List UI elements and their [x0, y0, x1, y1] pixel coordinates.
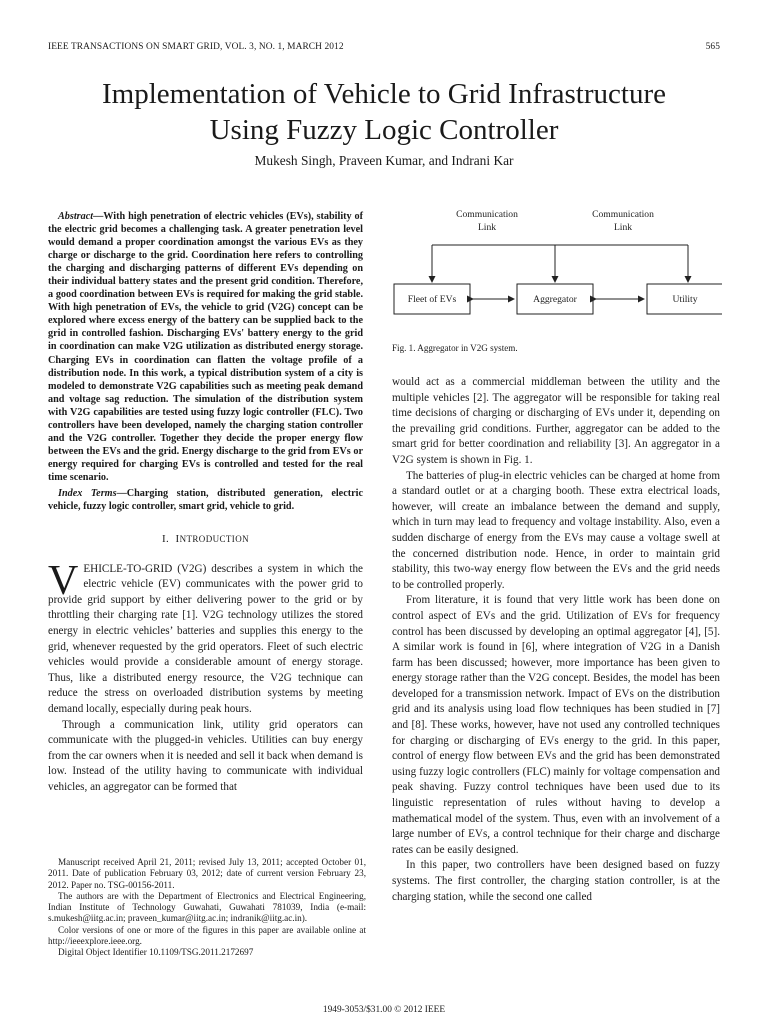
- drop-cap: V: [48, 557, 79, 604]
- abstract: [48, 210, 363, 513]
- footnote-doi: Digital Object Identifier 10.1109/TSG.2011.2172697: [58, 947, 254, 958]
- left-column: [48, 210, 363, 796]
- comm-link-left-label-1: Communication: [456, 209, 518, 220]
- abstract-lead: Abstract: [58, 211, 94, 222]
- section-heading-introduction: I. INTRODUCTION: [161, 533, 249, 546]
- intro-paragraph-1: VEHICLE-TO-GRID (V2G) describes a system in which the electric vehicle (EV) communicates with the power grid to provide grid support by either delivering power to the grid or by throttling their charging rate [1]. V2G technology utilizes the stored energy in electric vehicles’ batteries and supplies this energy to the grid, whenever requested by the grid operators. Fleet of such electric vehicles would provide a considerable amount of energy storage. Thus, like a distributed energy resource, the V2G technique can reduce the stress on overloaded distribution systems by meeting demand locally, especially during peak hours.: [48, 557, 363, 716]
- box-fleet-label: Fleet of EVs: [407, 294, 457, 305]
- figure-1-diagram: [392, 198, 722, 344]
- footnote-color: Color versions of one or more of the figures in this paper are available online at http://ieeexplore.ieee.org.: [48, 924, 366, 947]
- copyright-footer: 1949-3053/$31.00 © 2012 IEEE: [322, 1005, 446, 1015]
- author-list: Mukesh Singh, Praveen Kumar, and Indrani Kar: [254, 153, 514, 168]
- index-terms-lead: Index Terms: [58, 487, 117, 499]
- right-column: [392, 375, 720, 905]
- paper-title: [40, 76, 728, 148]
- comm-link-right-label-2: Link: [613, 222, 633, 233]
- comm-link-right-label-1: Communication: [592, 209, 654, 220]
- footnote-manuscript: Manuscript received April 21, 2011; revised July 13, 2011; accepted October 01, 2011. Date of publication February 03, 2012; date of current version February 23, 2012. Paper no. TSG-00156-2011.: [48, 857, 366, 890]
- right-paragraph-4: In this paper, two controllers have been designed based on fuzzy systems. The first controller, the charging station controller, is at the charging station, while the second one called: [392, 859, 720, 903]
- right-paragraph-1: would act as a commercial middleman between the utility and the multiple vehicles [2]. The aggregator will be responsible for taking real time decisions of charging or discharging of EVs under it, depending on the prevailing grid conditions. Further, aggregator can be added to the smart grid for better coordination and reliability [3]. An aggregator in a V2G system is shown in Fig. 1.: [392, 376, 720, 466]
- right-paragraph-2: The batteries of plug-in electric vehicles can be charged at home from a standard outlet or at a charging booth. These extra electrical loads, however, will create an imbalance between the demand and supply, which in turn may lead to frequency and voltage instability. Also, even a sudden discharge of energy from the EVs may cause a voltage swell at the concerned distribution node. Hence, in order to maintain grid stability, this two-way energy flow between the EVs and the grid needs to be controlled properly.: [392, 469, 720, 591]
- footnote-authors: The authors are with the Department of Electronics and Electrical Engineering, Indian Institute of Technology Guwahati, Guwahati 781039, India (e-mail: s.mukesh@iitg.ac.in; praveen_kumar@iitg.ac.in; indranik@iitg.ac.in).: [48, 890, 366, 924]
- intro-paragraph-2: Through a communication link, utility grid operators can communicate with the plugged-in vehicles. Utilities can buy energy from the car owners when it is needed and sell it back when demand is low. Instead of the utility having to communicate with individual vehicles, an aggregator can be formed that: [48, 718, 363, 793]
- running-header: IEEE TRANSACTIONS ON SMART GRID, VOL. 3, NO. 1, MARCH 2012: [48, 42, 344, 52]
- box-aggregator-label: Aggregator: [533, 294, 577, 305]
- title-line-2: Using Fuzzy Logic Controller: [209, 114, 559, 146]
- figure-1-caption: Fig. 1. Aggregator in V2G system.: [392, 343, 518, 353]
- abstract-text: —With high penetration of electric vehicles (EVs), stability of the electric grid becomes a challenging task. A greater penetration level would demand a proper coordination amongst the various EVs as they charge or discharge to the grid. Coordination here refers to controlling the charging and discharging patterns of different EVs depending on their individual battery states and the present grid condition. Therefore, a good coordination between EVs is required for making the grid stable. With high penetration of EVs, the vehicle to grid (V2G) concept can be explored where excess energy of the battery can be supplied back to the grid in controlled fashion. Discharging EVs' battery energy to the grid in coordination can make V2G utilization as distributed energy storage. Charging EVs in coordination can flatten the voltage profile of a distribution node. In this work, a typical distribution system of a city is modeled to demonstrate V2G capabilities such as meeting peak demand and voltage sag reduction. The simulation of the distribution system with V2G capabilities are tested using fuzzy logic controller (FLC). Two controllers have been developed, namely the charging station controller and the V2G controller. Together they decide the proper energy flow between the EVs and the grid. Energy discharge to the grid from EVs or energy required for charging EVs is controlled and tested for the real time scenario.: [48, 211, 363, 483]
- comm-link-left-label-2: Link: [477, 222, 497, 233]
- right-paragraph-3: From literature, it is found that very little work has been done on control aspect of EVs and the grid. Utilization of EVs for frequency control has been discussed by developing an optimal aggregator [4], [5]. A similar work is found in [6], where integration of V2G in a Danish farm has been discussed; however, more importance has been given to energy storage rather than the V2G concept. Besides, the model has been developed for a transmission network. Impact of EVs on the distribution grid and its analysis using load flow techniques has been studied in [7] and [8]. These works, however, have not used any controlled techniques for charging or discharging of EVs energy to the grid. In this paper, control of energy flow between EVs and the grid has been demonstrated using fuzzy logic controllers (FLC) mainly for voltage compensation and peak shaving. Fuzzy control techniques have been used due to its linguistic representation of rules without having to develop a mathematical model of the system. Thus, even with an involvement of a large number of EVs, a control technique for their charge and discharge rates can be easily designed.: [392, 594, 720, 856]
- index-terms-text: —Charging station, distributed generation, electric vehicle, fuzzy logic controller, smart grid, vehicle to grid.: [48, 487, 363, 513]
- title-line-1: Implementation of Vehicle to Grid Infrastructure: [102, 78, 666, 110]
- page-number: 565: [705, 42, 720, 52]
- footnotes: [48, 857, 366, 959]
- box-utility-label: Utility: [672, 294, 698, 305]
